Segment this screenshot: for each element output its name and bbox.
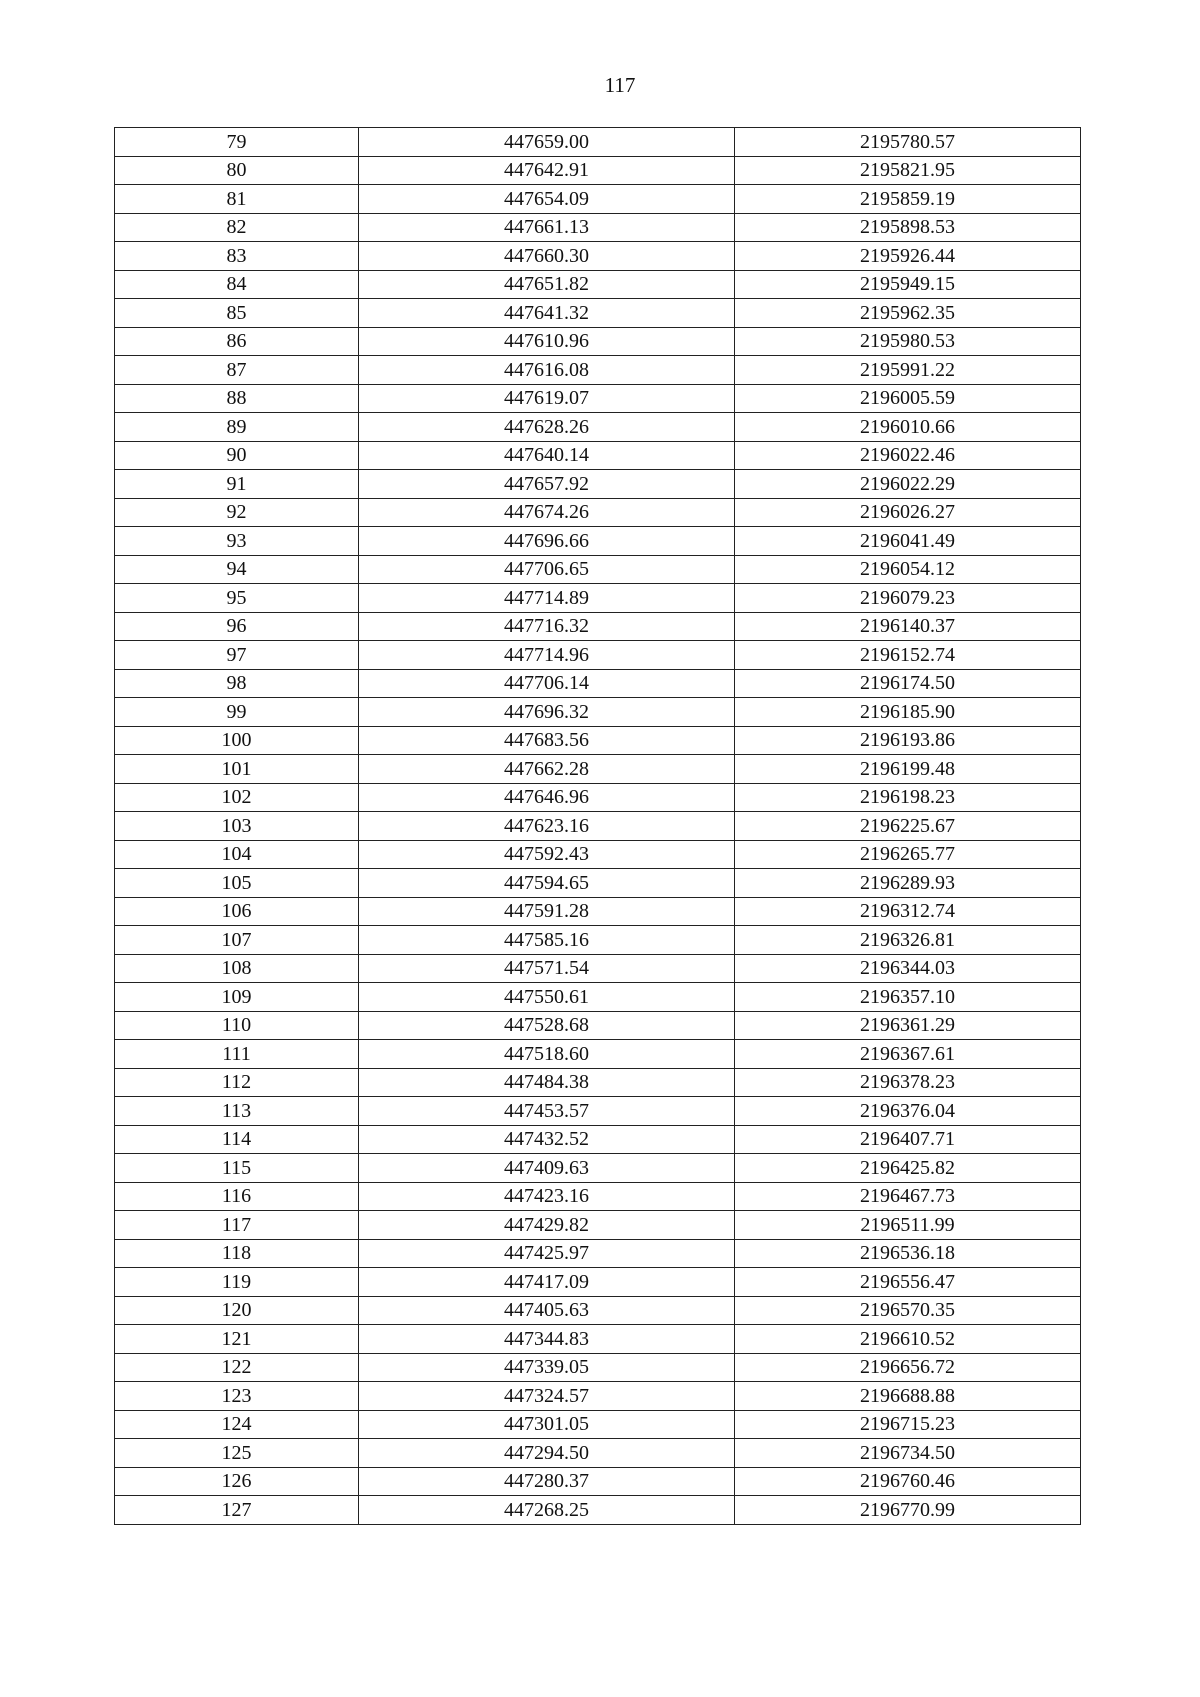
x-coordinate-cell: 447432.52 [359, 1125, 735, 1154]
x-coordinate-cell: 447640.14 [359, 441, 735, 470]
point-number-cell: 116 [115, 1182, 359, 1211]
point-number-cell: 110 [115, 1011, 359, 1040]
point-number-cell: 123 [115, 1382, 359, 1411]
y-coordinate-cell: 2196326.81 [735, 926, 1081, 955]
y-coordinate-cell: 2195898.53 [735, 213, 1081, 242]
y-coordinate-cell: 2196289.93 [735, 869, 1081, 898]
table-row [115, 869, 1081, 898]
y-coordinate-cell: 2196770.99 [735, 1496, 1081, 1525]
x-coordinate-cell: 447662.28 [359, 755, 735, 784]
x-coordinate-cell: 447642.91 [359, 156, 735, 185]
table-row [115, 555, 1081, 584]
x-coordinate-cell: 447696.66 [359, 527, 735, 556]
point-number-cell: 81 [115, 185, 359, 214]
y-coordinate-cell: 2196312.74 [735, 897, 1081, 926]
x-coordinate-cell: 447571.54 [359, 954, 735, 983]
table-row [115, 641, 1081, 670]
point-number-cell: 99 [115, 698, 359, 727]
y-coordinate-cell: 2196022.29 [735, 470, 1081, 499]
table-row [115, 1496, 1081, 1525]
point-number-cell: 86 [115, 327, 359, 356]
x-coordinate-cell: 447641.32 [359, 299, 735, 328]
point-number-cell: 111 [115, 1040, 359, 1069]
y-coordinate-cell: 2195991.22 [735, 356, 1081, 385]
table-row [115, 1467, 1081, 1496]
y-coordinate-cell: 2195949.15 [735, 270, 1081, 299]
table-row [115, 1410, 1081, 1439]
x-coordinate-cell: 447405.63 [359, 1296, 735, 1325]
y-coordinate-cell: 2196656.72 [735, 1353, 1081, 1382]
table-row [115, 840, 1081, 869]
table-row [115, 983, 1081, 1012]
y-coordinate-cell: 2196715.23 [735, 1410, 1081, 1439]
point-number-cell: 91 [115, 470, 359, 499]
y-coordinate-cell: 2196054.12 [735, 555, 1081, 584]
page-number: 117 [604, 73, 636, 97]
y-coordinate-cell: 2196022.46 [735, 441, 1081, 470]
y-coordinate-cell: 2196556.47 [735, 1268, 1081, 1297]
point-number-cell: 109 [115, 983, 359, 1012]
x-coordinate-cell: 447429.82 [359, 1211, 735, 1240]
table-row [115, 213, 1081, 242]
point-number-cell: 94 [115, 555, 359, 584]
y-coordinate-cell: 2195926.44 [735, 242, 1081, 271]
y-coordinate-cell: 2195821.95 [735, 156, 1081, 185]
x-coordinate-cell: 447409.63 [359, 1154, 735, 1183]
table-row [115, 470, 1081, 499]
y-coordinate-cell: 2196225.67 [735, 812, 1081, 841]
x-coordinate-cell: 447518.60 [359, 1040, 735, 1069]
point-number-cell: 92 [115, 498, 359, 527]
y-coordinate-cell: 2195859.19 [735, 185, 1081, 214]
point-number-cell: 126 [115, 1467, 359, 1496]
table-row [115, 327, 1081, 356]
y-coordinate-cell: 2196511.99 [735, 1211, 1081, 1240]
table-row [115, 1239, 1081, 1268]
table-row [115, 1068, 1081, 1097]
point-number-cell: 122 [115, 1353, 359, 1382]
y-coordinate-cell: 2196378.23 [735, 1068, 1081, 1097]
y-coordinate-cell: 2196174.50 [735, 669, 1081, 698]
point-number-cell: 125 [115, 1439, 359, 1468]
point-number-cell: 93 [115, 527, 359, 556]
x-coordinate-cell: 447301.05 [359, 1410, 735, 1439]
point-number-cell: 119 [115, 1268, 359, 1297]
x-coordinate-cell: 447324.57 [359, 1382, 735, 1411]
point-number-cell: 97 [115, 641, 359, 670]
point-number-cell: 127 [115, 1496, 359, 1525]
y-coordinate-cell: 2196376.04 [735, 1097, 1081, 1126]
point-number-cell: 102 [115, 783, 359, 812]
table-row [115, 384, 1081, 413]
point-number-cell: 83 [115, 242, 359, 271]
y-coordinate-cell: 2196041.49 [735, 527, 1081, 556]
y-coordinate-cell: 2196760.46 [735, 1467, 1081, 1496]
table-row [115, 812, 1081, 841]
table-row [115, 1382, 1081, 1411]
x-coordinate-cell: 447425.97 [359, 1239, 735, 1268]
y-coordinate-cell: 2196079.23 [735, 584, 1081, 613]
point-number-cell: 107 [115, 926, 359, 955]
coordinate-table-body [115, 128, 1081, 1525]
x-coordinate-cell: 447528.68 [359, 1011, 735, 1040]
y-coordinate-cell: 2196199.48 [735, 755, 1081, 784]
table-row [115, 669, 1081, 698]
table-row [115, 498, 1081, 527]
table-row [115, 413, 1081, 442]
x-coordinate-cell: 447623.16 [359, 812, 735, 841]
y-coordinate-cell: 2196688.88 [735, 1382, 1081, 1411]
y-coordinate-cell: 2196193.86 [735, 726, 1081, 755]
table-row [115, 897, 1081, 926]
point-number-cell: 117 [115, 1211, 359, 1240]
table-row [115, 1211, 1081, 1240]
table-row [115, 954, 1081, 983]
x-coordinate-cell: 447716.32 [359, 612, 735, 641]
y-coordinate-cell: 2196610.52 [735, 1325, 1081, 1354]
table-row [115, 185, 1081, 214]
point-number-cell: 120 [115, 1296, 359, 1325]
x-coordinate-cell: 447423.16 [359, 1182, 735, 1211]
y-coordinate-cell: 2196344.03 [735, 954, 1081, 983]
y-coordinate-cell: 2196425.82 [735, 1154, 1081, 1183]
table-row [115, 584, 1081, 613]
table-row [115, 242, 1081, 271]
x-coordinate-cell: 447294.50 [359, 1439, 735, 1468]
x-coordinate-cell: 447696.32 [359, 698, 735, 727]
point-number-cell: 104 [115, 840, 359, 869]
x-coordinate-cell: 447610.96 [359, 327, 735, 356]
x-coordinate-cell: 447417.09 [359, 1268, 735, 1297]
x-coordinate-cell: 447591.28 [359, 897, 735, 926]
table-row [115, 1125, 1081, 1154]
x-coordinate-cell: 447714.89 [359, 584, 735, 613]
x-coordinate-cell: 447592.43 [359, 840, 735, 869]
x-coordinate-cell: 447714.96 [359, 641, 735, 670]
point-number-cell: 87 [115, 356, 359, 385]
point-number-cell: 85 [115, 299, 359, 328]
coordinate-table [114, 127, 1081, 1525]
y-coordinate-cell: 2196734.50 [735, 1439, 1081, 1468]
point-number-cell: 100 [115, 726, 359, 755]
point-number-cell: 112 [115, 1068, 359, 1097]
y-coordinate-cell: 2196005.59 [735, 384, 1081, 413]
y-coordinate-cell: 2196467.73 [735, 1182, 1081, 1211]
x-coordinate-cell: 447646.96 [359, 783, 735, 812]
table-row [115, 1182, 1081, 1211]
point-number-cell: 79 [115, 128, 359, 157]
table-row [115, 1268, 1081, 1297]
table-row [115, 527, 1081, 556]
y-coordinate-cell: 2196140.37 [735, 612, 1081, 641]
table-row [115, 1439, 1081, 1468]
x-coordinate-cell: 447683.56 [359, 726, 735, 755]
table-row [115, 1040, 1081, 1069]
table-row [115, 441, 1081, 470]
table-row [115, 612, 1081, 641]
point-number-cell: 89 [115, 413, 359, 442]
point-number-cell: 108 [115, 954, 359, 983]
table-row [115, 1011, 1081, 1040]
point-number-cell: 82 [115, 213, 359, 242]
y-coordinate-cell: 2196536.18 [735, 1239, 1081, 1268]
point-number-cell: 106 [115, 897, 359, 926]
y-coordinate-cell: 2195980.53 [735, 327, 1081, 356]
x-coordinate-cell: 447660.30 [359, 242, 735, 271]
x-coordinate-cell: 447628.26 [359, 413, 735, 442]
table-row [115, 726, 1081, 755]
point-number-cell: 105 [115, 869, 359, 898]
x-coordinate-cell: 447616.08 [359, 356, 735, 385]
x-coordinate-cell: 447706.65 [359, 555, 735, 584]
y-coordinate-cell: 2195780.57 [735, 128, 1081, 157]
x-coordinate-cell: 447657.92 [359, 470, 735, 499]
table-row [115, 755, 1081, 784]
point-number-cell: 121 [115, 1325, 359, 1354]
point-number-cell: 113 [115, 1097, 359, 1126]
table-row [115, 698, 1081, 727]
point-number-cell: 95 [115, 584, 359, 613]
point-number-cell: 90 [115, 441, 359, 470]
y-coordinate-cell: 2196407.71 [735, 1125, 1081, 1154]
x-coordinate-cell: 447594.65 [359, 869, 735, 898]
table-row [115, 270, 1081, 299]
x-coordinate-cell: 447585.16 [359, 926, 735, 955]
point-number-cell: 118 [115, 1239, 359, 1268]
point-number-cell: 101 [115, 755, 359, 784]
table-row [115, 926, 1081, 955]
x-coordinate-cell: 447550.61 [359, 983, 735, 1012]
table-row [115, 1097, 1081, 1126]
point-number-cell: 96 [115, 612, 359, 641]
y-coordinate-cell: 2196570.35 [735, 1296, 1081, 1325]
y-coordinate-cell: 2196198.23 [735, 783, 1081, 812]
y-coordinate-cell: 2196357.10 [735, 983, 1081, 1012]
y-coordinate-cell: 2196185.90 [735, 698, 1081, 727]
point-number-cell: 84 [115, 270, 359, 299]
point-number-cell: 103 [115, 812, 359, 841]
table-row [115, 356, 1081, 385]
x-coordinate-cell: 447280.37 [359, 1467, 735, 1496]
point-number-cell: 80 [115, 156, 359, 185]
table-row [115, 1154, 1081, 1183]
x-coordinate-cell: 447654.09 [359, 185, 735, 214]
y-coordinate-cell: 2196265.77 [735, 840, 1081, 869]
point-number-cell: 115 [115, 1154, 359, 1183]
point-number-cell: 88 [115, 384, 359, 413]
y-coordinate-cell: 2196361.29 [735, 1011, 1081, 1040]
x-coordinate-cell: 447619.07 [359, 384, 735, 413]
table-row [115, 299, 1081, 328]
x-coordinate-cell: 447674.26 [359, 498, 735, 527]
x-coordinate-cell: 447268.25 [359, 1496, 735, 1525]
table-row [115, 156, 1081, 185]
y-coordinate-cell: 2196026.27 [735, 498, 1081, 527]
point-number-cell: 98 [115, 669, 359, 698]
y-coordinate-cell: 2196367.61 [735, 1040, 1081, 1069]
table-row [115, 1353, 1081, 1382]
x-coordinate-cell: 447651.82 [359, 270, 735, 299]
x-coordinate-cell: 447453.57 [359, 1097, 735, 1126]
x-coordinate-cell: 447484.38 [359, 1068, 735, 1097]
table-row [115, 1325, 1081, 1354]
y-coordinate-cell: 2196152.74 [735, 641, 1081, 670]
x-coordinate-cell: 447706.14 [359, 669, 735, 698]
y-coordinate-cell: 2196010.66 [735, 413, 1081, 442]
table-row [115, 1296, 1081, 1325]
table-row [115, 783, 1081, 812]
y-coordinate-cell: 2195962.35 [735, 299, 1081, 328]
x-coordinate-cell: 447344.83 [359, 1325, 735, 1354]
x-coordinate-cell: 447659.00 [359, 128, 735, 157]
table-row [115, 128, 1081, 157]
x-coordinate-cell: 447661.13 [359, 213, 735, 242]
point-number-cell: 124 [115, 1410, 359, 1439]
x-coordinate-cell: 447339.05 [359, 1353, 735, 1382]
point-number-cell: 114 [115, 1125, 359, 1154]
